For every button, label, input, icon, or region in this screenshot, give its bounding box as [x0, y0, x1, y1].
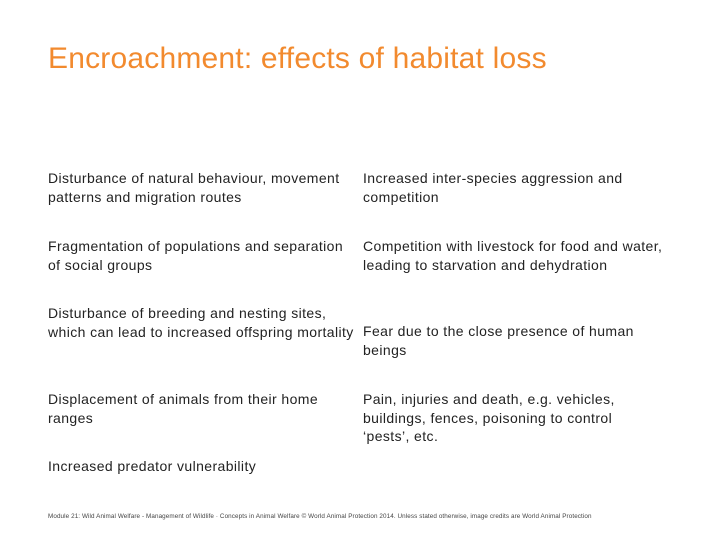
left-item-5: Increased predator vulnerability	[48, 458, 257, 474]
right-item-3: Fear due to the close presence of human beings	[363, 323, 634, 358]
right-item-1: Increased inter-species aggression and competition	[363, 170, 623, 205]
footer-credits: Module 21: Wild Animal Welfare - Management of Wildlife · Concepts in Animal Welfare © World Animal Protection 2014. Unless stated otherwise, image credits are World Animal Protection	[48, 513, 592, 520]
right-item-4: Pain, injuries and death, e.g. vehicles, buildings, fences, poisoning to control ‘pests’, etc.	[363, 391, 615, 444]
left-item-1: Disturbance of natural behaviour, movement patterns and migration routes	[48, 170, 340, 205]
slide-title: Encroachment: effects of habitat loss	[48, 42, 547, 75]
right-item-2: Competition with livestock for food and water, leading to starvation and dehydration	[363, 238, 663, 273]
left-item-4: Displacement of animals from their home ranges	[48, 391, 319, 426]
left-item-2: Fragmentation of populations and separation of social groups	[48, 238, 344, 273]
left-item-3: Disturbance of breeding and nesting sites, which can lead to increased offspring mortality	[48, 305, 354, 340]
